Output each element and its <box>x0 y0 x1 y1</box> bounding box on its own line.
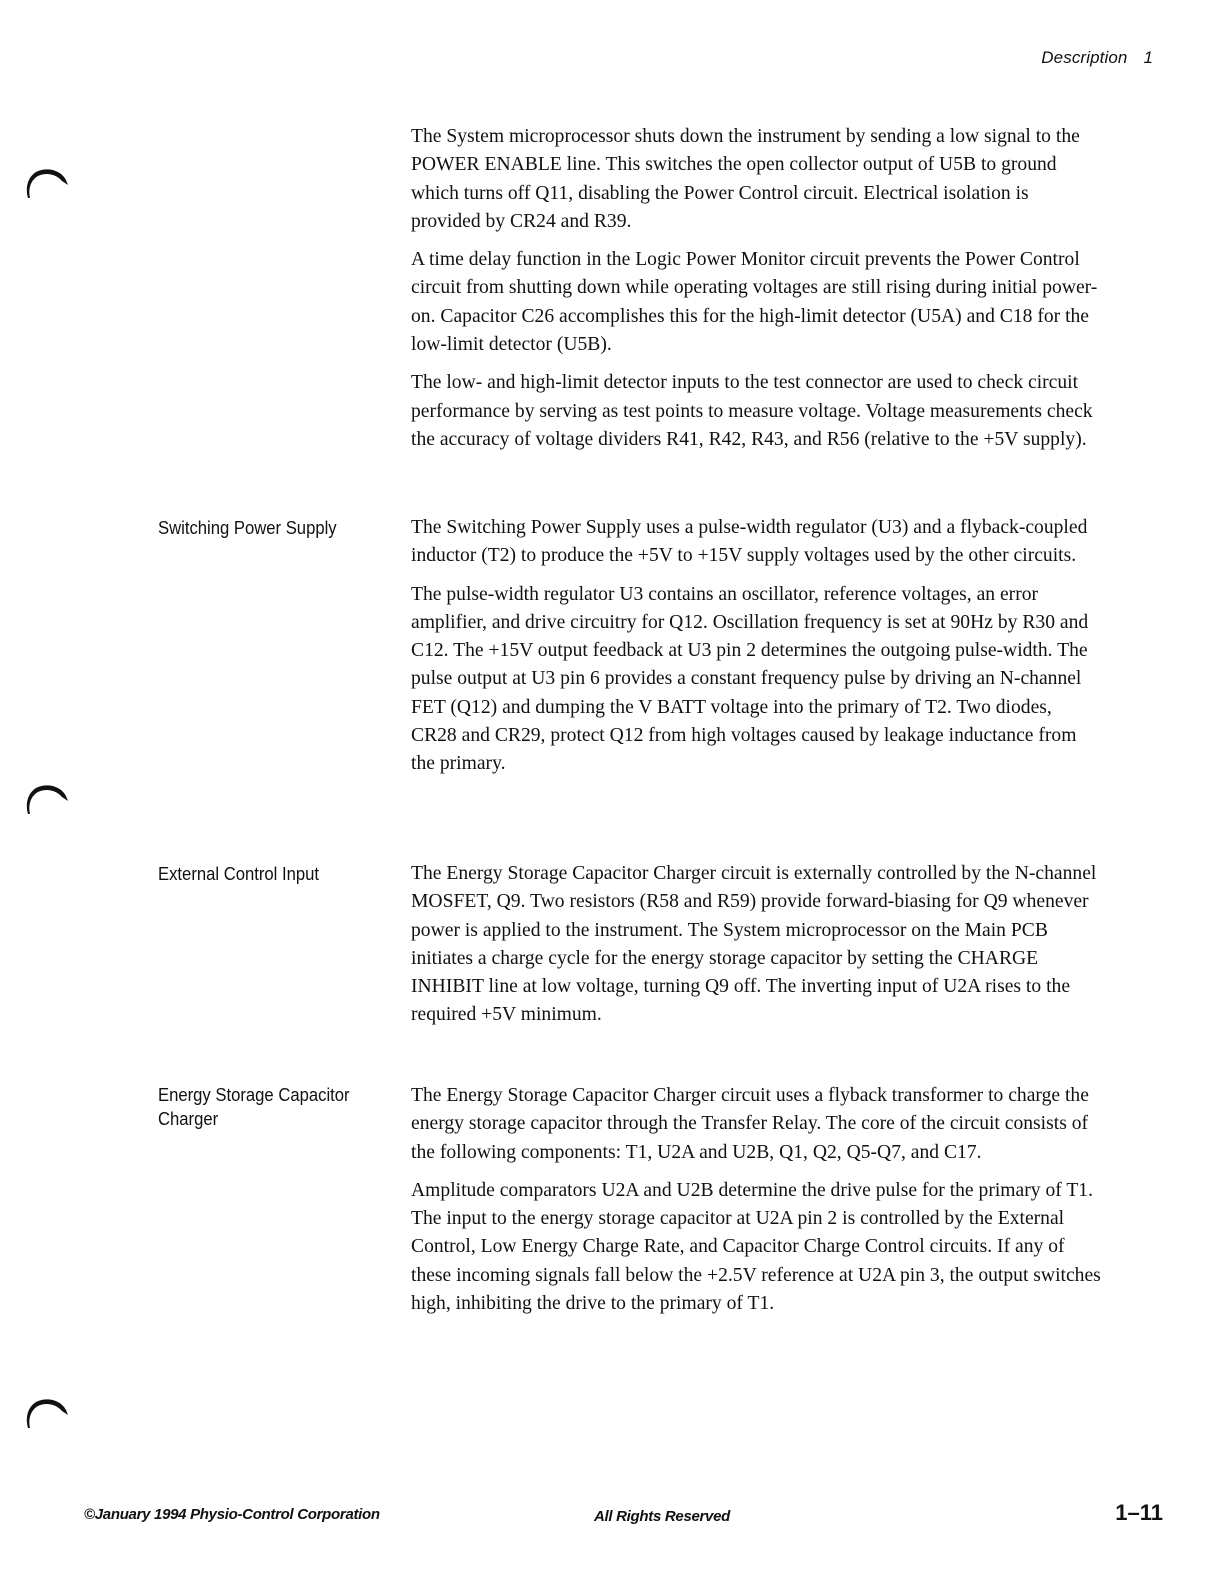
paragraph: The Energy Storage Capacitor Charger circuit uses a flyback transformer to charge the energy storage capacitor through the Transfer Relay. The core of the circuit consists of the following components: T1, U2A and U2B, Q1, Q2, Q5-Q7, and C17. <box>411 1085 1089 1163</box>
section-energy-storage-capacitor-charger <box>411 1082 1101 1318</box>
paragraph: The Switching Power Supply uses a pulse-width regulator (U3) and a flyback-coupled inductor (T2) to produce the +5V to +15V supply voltages used by the other circuits. <box>411 517 1088 567</box>
paragraph: The System microprocessor shuts down the instrument by sending a low signal to the POWER ENABLE line. This switches the open collector output of U5B to ground which turns off Q11, disabling the Power Control circuit. Electrical isolation is provided by CR24 and R39. <box>411 126 1080 232</box>
section-switching-power-supply <box>411 514 1101 779</box>
paragraph: A time delay function in the Logic Power Monitor circuit prevents the Power Control circuit from shutting down while operating voltages are still rising during initial power-on. Capacitor C26 accomplishes this for the high-limit detector (U5A) and C18 for the low-limit detector (U5B). <box>411 249 1098 356</box>
running-head-page: 1 <box>1143 48 1153 67</box>
footer-copyright: ©January 1994 Physio-Control Corporation <box>84 1506 380 1523</box>
punch-hole-mark-bottom <box>22 1388 70 1436</box>
punch-hole-mark-top <box>22 158 70 206</box>
punch-hole-mark-middle <box>22 774 70 822</box>
section-heading-energy-storage-capacitor-charger: Energy Storage Capacitor Charger <box>158 1084 350 1129</box>
section-power-control-continued <box>411 123 1101 454</box>
section-heading-switching-power-supply: Switching Power Supply <box>158 517 337 538</box>
paragraph: Amplitude comparators U2A and U2B determine the drive pulse for the primary of T1. The input to the energy storage capacitor at U2A pin 2 is controlled by the External Control, Low Energy Charge Rate, and Capacitor Charge Control circuits. If any of these incoming signals fall below the +2.5V reference at U2A pin 3, the output switches high, inhibiting the drive to the primary of T1. <box>411 1179 1101 1315</box>
section-heading-external-control-input: External Control Input <box>158 863 320 884</box>
running-head-section: Description <box>1041 48 1128 67</box>
running-head <box>1041 48 1153 68</box>
footer-page-number: 1–11 <box>1115 1500 1163 1525</box>
paragraph: The low- and high-limit detector inputs to the test connector are used to check circuit performance by serving as test points to measure voltage. Voltage measurements check the accuracy of voltage dividers R41, R42, R43, and R56 (relative to the +5V supply). <box>411 372 1093 450</box>
footer-rights: All Rights Reserved <box>594 1508 731 1525</box>
paragraph: The Energy Storage Capacitor Charger circuit is externally controlled by the N-channel MOSFET, Q9. Two resistors (R58 and R59) provide forward-biasing for Q9 whenever power is applied to the instrument. The System microprocessor on the Main PCB initiates a charge cycle for the energy storage capacitor by setting the CHARGE INHIBIT line at low voltage, turning Q9 off. The inverting input of U2A rises to the required +5V minimum. <box>411 863 1097 1026</box>
paragraph: The pulse-width regulator U3 contains an oscillator, reference voltages, an error amplifier, and drive circuitry for Q12. Oscillation frequency is set at 90Hz by R30 and C12. The +15V output feedback at U3 pin 2 determines the outgoing pulse-width. The pulse output at U3 pin 6 provides a constant frequency pulse by driving an N-channel FET (Q12) and dumping the V BATT voltage into the primary of T2. Two diodes, CR28 and CR29, protect Q12 from high voltages caused by leakage inductance from the primary. <box>411 583 1089 775</box>
section-external-control-input <box>411 860 1101 1030</box>
